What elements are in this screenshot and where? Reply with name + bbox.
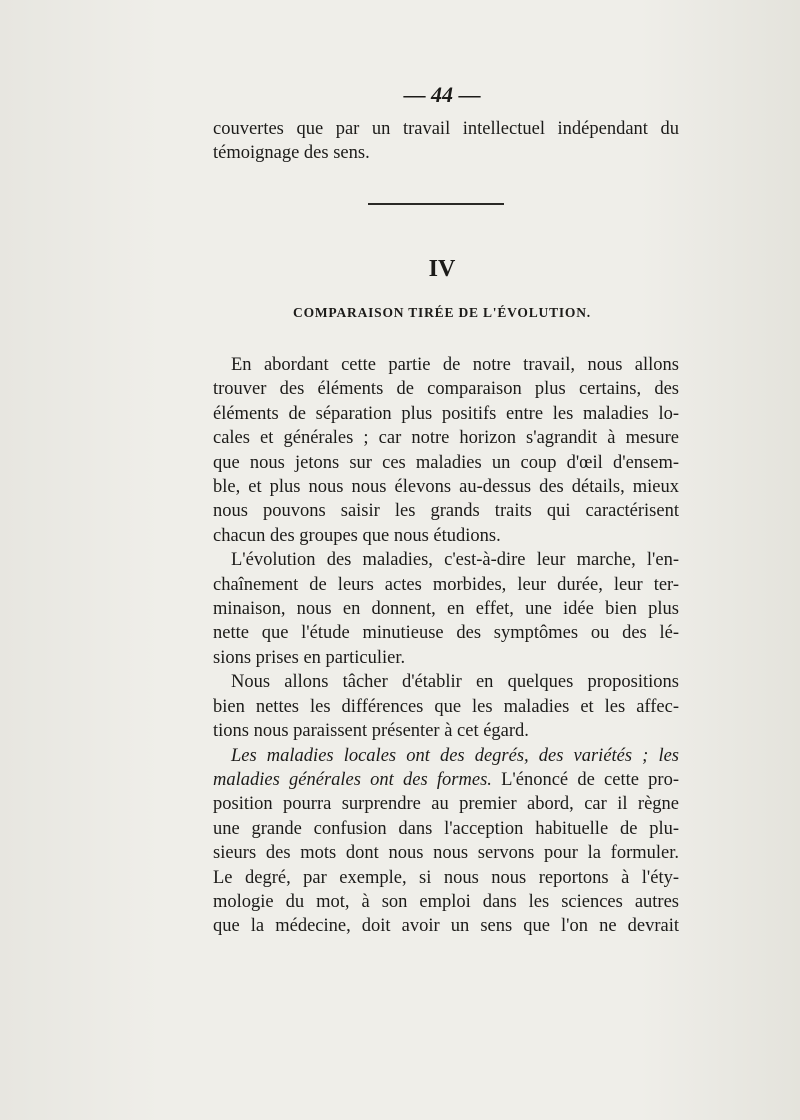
- text-line: couvertes que par un travail intellectuel indépendant du: [213, 119, 679, 139]
- page-number-dash-left: —: [403, 82, 431, 107]
- text-line: que nous jetons sur ces maladies un coup d'œil d'ensem-: [213, 452, 679, 473]
- text-line: tions nous paraissent présenter à cet égard.: [213, 721, 529, 742]
- continuation-text: [213, 117, 679, 166]
- text-line: [213, 768, 679, 792]
- text-line: chaînement de leurs actes morbides, leur durée, leur ter-: [213, 574, 679, 595]
- text-fragment: L'énoncé de cette pro-: [491, 769, 679, 790]
- italic-proposition: maladies générales ont des formes.: [213, 769, 492, 790]
- section-divider: [368, 203, 504, 205]
- text-line: [213, 744, 679, 768]
- text-line: En abordant cette partie de notre travail, nous allons: [231, 355, 679, 375]
- text-line: minaison, nous en donnent, en effet, une idée bien plus: [213, 599, 679, 620]
- text-line: témoignage des sens.: [213, 143, 370, 164]
- text-line: position pourra surprendre au premier abord, car il règne: [213, 794, 679, 815]
- text-line: mologie du mot, à son emploi dans les sciences autres: [213, 891, 679, 912]
- text-line: que la médecine, doit avoir un sens que l'on ne devrait: [213, 916, 679, 937]
- text-line: sieurs des mots dont nous nous servons pour la formuler.: [213, 843, 679, 864]
- text-line: chacun des groupes que nous étudions.: [213, 525, 501, 546]
- text-line: Nous allons tâcher d'établir en quelques propositions: [231, 672, 679, 693]
- text-line: nous pouvons saisir les grands traits qui caractérisent: [213, 501, 679, 522]
- text-line: trouver des éléments de comparaison plus certains, des: [213, 379, 679, 400]
- text-line: une grande confusion dans l'acception habituelle de plu-: [213, 818, 679, 839]
- text-line: éléments de séparation plus positifs entre les maladies lo-: [213, 403, 679, 424]
- text-line: cales et générales ; car notre horizon s'agrandit à mesure: [213, 428, 679, 449]
- text-line: bien nettes les différences que les maladies et les affec-: [213, 696, 679, 717]
- text-line: nette que l'étude minutieuse des symptômes ou des lé-: [213, 623, 679, 644]
- text-line: L'évolution des maladies, c'est-à-dire leur marche, l'en-: [231, 550, 679, 571]
- italic-proposition: Les maladies locales ont des degrés, des variétés ; les: [231, 745, 679, 766]
- text-line: sions prises en particulier.: [213, 647, 406, 668]
- section-numeral: IV: [428, 256, 456, 282]
- page-number: [0, 82, 800, 108]
- section-title: COMPARAISON TIRÉE DE L'ÉVOLUTION.: [293, 305, 591, 320]
- text-line: ble, et plus nous nous élevons au-dessus des détails, mieux: [213, 477, 679, 498]
- text-line: Le degré, par exemple, si nous nous reportons à l'éty-: [213, 867, 679, 888]
- page-number-dash-right: —: [453, 82, 481, 107]
- body-text: [213, 353, 679, 939]
- page-number-value: 44: [431, 82, 453, 107]
